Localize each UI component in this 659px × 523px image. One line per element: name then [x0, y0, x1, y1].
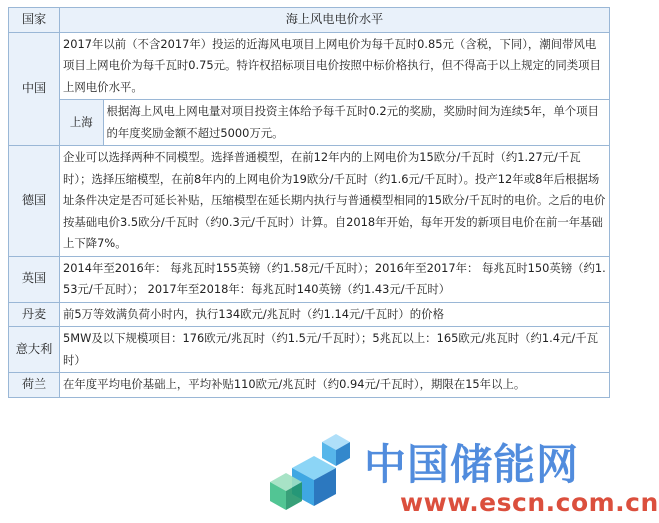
- netherlands-policy-text: 在年度平均电价基础上，平均补贴110欧元/兆瓦时（约0.94元/千瓦时），期限在15年以上。: [60, 373, 610, 398]
- watermark: [262, 428, 659, 520]
- italy-policy-text: 5MW及以下规模项目：176欧元/兆瓦时（约1.5元/千瓦时）；5兆瓦以上：165欧元/兆瓦时（约1.4元/千瓦时）: [60, 327, 610, 373]
- table-row-netherlands: [9, 373, 610, 398]
- watermark-title: 中国储能网: [364, 440, 580, 489]
- tariff-table: [8, 7, 610, 398]
- country-uk: 英国: [9, 256, 60, 302]
- china-national-row: [60, 33, 609, 100]
- cube-logo-icon: [262, 428, 367, 520]
- table-row-denmark: [9, 302, 610, 327]
- china-inner-table: [60, 33, 609, 146]
- country-italy: 意大利: [9, 327, 60, 373]
- table-row-uk: [9, 256, 610, 302]
- table-header-row: [9, 8, 610, 33]
- sub-region-shanghai: 上海: [60, 100, 103, 146]
- denmark-policy-text: 前5万等效满负荷小时内，执行134欧元/兆瓦时（约1.14元/千瓦时）的价格: [60, 302, 610, 327]
- country-germany: 德国: [9, 146, 60, 257]
- china-policy-cell: [60, 32, 610, 146]
- country-netherlands: 荷兰: [9, 373, 60, 398]
- country-denmark: 丹麦: [9, 302, 60, 327]
- table-row-germany: [9, 146, 610, 257]
- header-country: 国家: [9, 8, 60, 33]
- watermark-url: www.escn.com.cn: [400, 488, 659, 517]
- uk-policy-text: 2014年至2016年： 每兆瓦时155英镑（约1.58元/千瓦时）；2016年至2017年： 每兆瓦时150英镑（约1.53元/千瓦时）； 2017年至2018年：每兆瓦时140英镑（约1.43元/千瓦时）: [60, 256, 610, 302]
- china-policy-text: 2017年以前（不含2017年）投运的近海风电项目上网电价为每千瓦时0.85元（含税，下同），潮间带风电项目上网电价为每千瓦时0.75元。特许权招标项目电价按照中标价格执行，但不得高于以上规定的同类项目上网电价水平。: [60, 33, 609, 100]
- country-china: 中国: [9, 32, 60, 146]
- header-policy: 海上风电电价水平: [60, 8, 610, 33]
- germany-policy-text: 企业可以选择两种不同模型。选择普通模型，在前12年内的上网电价为15欧分/千瓦时（约1.27元/千瓦时）；选择压缩模型，在前8年内的上网电价为19欧分/千瓦时（约1.6元/千瓦时）。投产12年或8年后根据场址条件决定是否可延长补贴，压缩模型在延长期内执行与普通模型相同的15欧分/千瓦时的电价。之后的电价按基础电价3.5欧分/千瓦时（约0.3元/千瓦时）计算。自2018年开始，每年开发的新项目电价在前一年基础上下降7%。: [60, 146, 610, 257]
- table-row-china: [9, 32, 610, 146]
- table-row-italy: [9, 327, 610, 373]
- shanghai-policy-text: 根据海上风电上网电量对项目投资主体给予每千瓦时0.2元的奖励，奖励时间为连续5年，单个项目的年度奖励金额不超过5000万元。: [106, 104, 599, 140]
- shanghai-row: [60, 100, 609, 146]
